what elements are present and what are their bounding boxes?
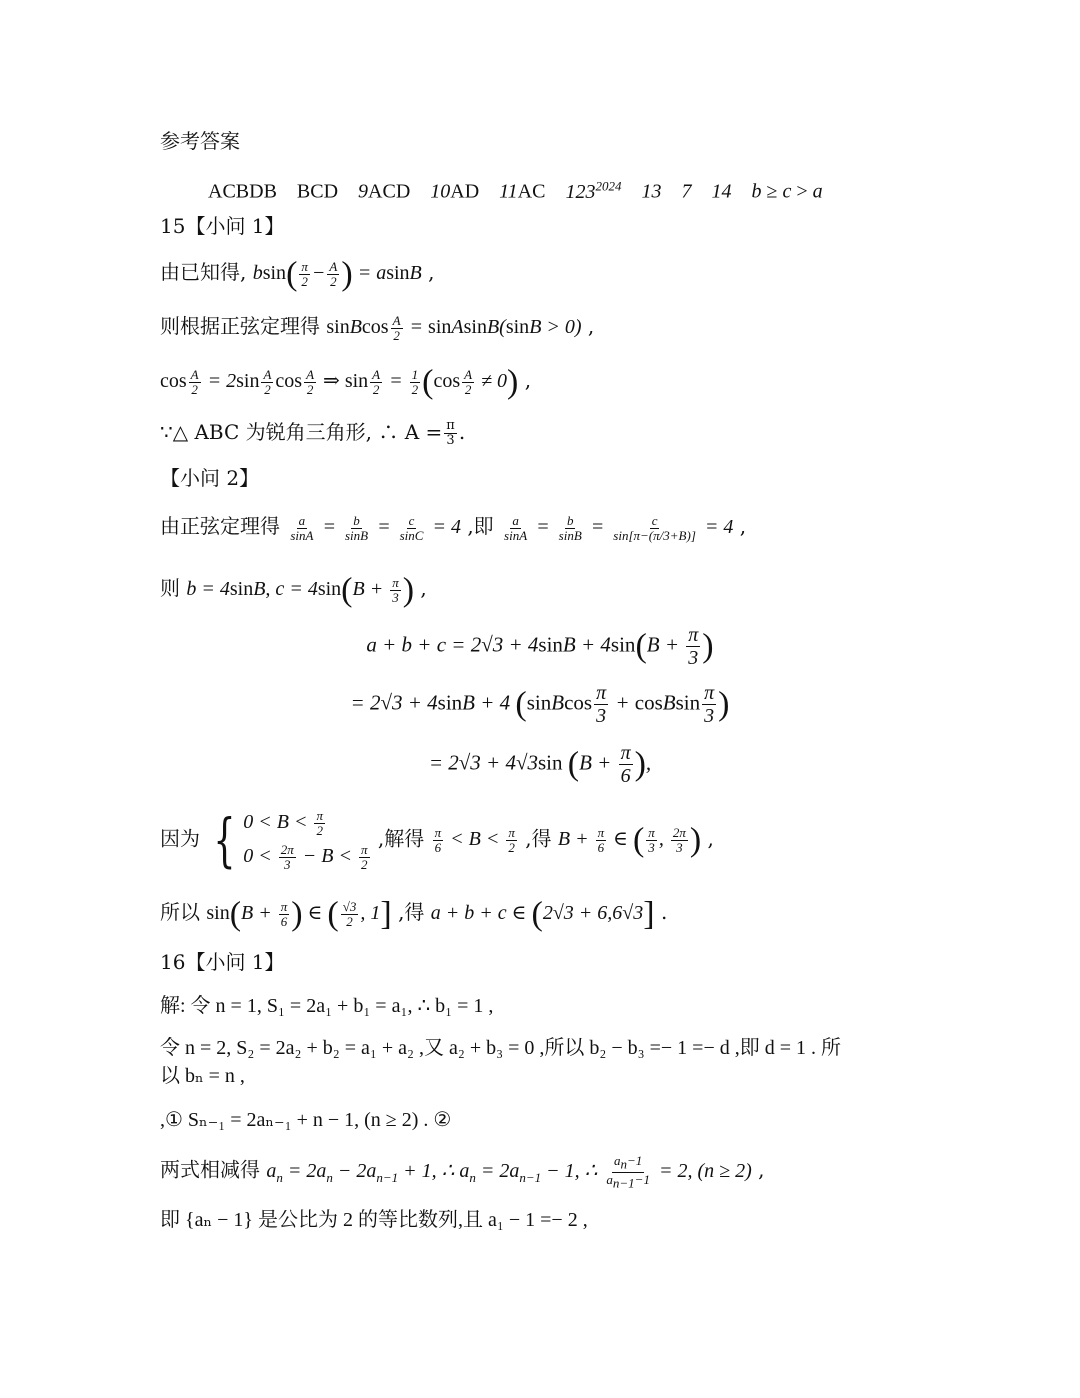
q16-line5: 即 {aₙ − 1} 是公比为 2 的等比数列,且 a₁ − 1 =− 2 , (160, 1209, 588, 1231)
q15-part2-heading: 【小问 2】 (160, 466, 260, 490)
line-text: ∵△ ABC 为锐角三角形, ∴ A = (160, 420, 443, 444)
line-mid: ,解得 (377, 826, 425, 851)
line-prefix: 则根据正弦定理得 (160, 314, 320, 338)
q16-line3: ,① Sₙ₋₁ = 2aₙ₋₁ + n − 1, (n ≥ 2) . ② (160, 1109, 452, 1131)
line-prefix: 由已知得, (160, 260, 247, 284)
q16-line1: 解: 令 n = 1, S₁ = 2a₁ + b₁ = a₁, ∴ b₁ = 1 , (160, 995, 494, 1017)
q15-line3: cos $\frac{A}{2}$ = 2sin $\frac{A}{2}$ cos $\frac{A}{2}$ ⇒ sin $\frac{A}{2}$ = $\frac{1}{2}$ (cos $\frac{A}{2}$ ≠ 0) , (160, 363, 532, 401)
eq-perimeter-2: = 2√3 + 4sinB + 4 (sinBcos $\frac{\pi}{3}$ + cosBsin $\frac{\pi}{3}$ ) (350, 682, 730, 727)
q15-line1: 由已知得, bsin( $\frac{\pi}{2}$ − $\frac{A}{2}$ ) = asinB , (160, 255, 435, 293)
eq-perimeter-3: = 2√3 + 4√3sin (B + $\frac{\pi}{6}$ ), (428, 742, 652, 787)
q16-part1-heading: 16【小问 1】 (160, 950, 285, 974)
q16-line2b: 以 bₙ = n , (160, 1065, 245, 1087)
q15-line7: 因为 { 0 < B < $\frac{\pi}{2}$ 0 < $\frac{2\pi}{3}$ − B < $\frac{\pi}{2}$ ,解得 $\frac{\pi}{6}$ < B < $\frac{\pi}{2}$ ,得 B + $\frac{\pi}{6}$ ∈ ( $\frac{\pi}{3}$ , $\frac{2\pi}{3}$ ) , (160, 805, 714, 874)
q15-line2: 则根据正弦定理得 sinBcos $\frac{A}{2}$ = sinAsinB(sinB > 0) , (160, 312, 595, 343)
heading-answers: 参考答案 (160, 129, 240, 153)
q15-part1-heading: 15【小问 1】 (160, 214, 285, 238)
line-prefix: 两式相减得 (160, 1157, 260, 1182)
line-prefix: 因为 (160, 826, 200, 851)
line-prefix: 由正弦定理得 (160, 514, 280, 538)
q15-line8: 所以 sin(B + $\frac{\pi}{6}$ ) ∈ ( $\frac{√3}{2}$ , 1] ,得 a + b + c ∈ (2√3 + 6,6√3] . (160, 895, 668, 933)
inequality-system: { 0 < B < $\frac{\pi}{2}$ 0 < $\frac{2\pi}{3}$ − B < $\frac{\pi}{2}$ (213, 805, 368, 874)
q15-line4: ∵△ ABC 为锐角三角形, ∴ A = $\frac{\pi}{3}$ . (160, 418, 466, 448)
line-prefix: 所以 (160, 900, 200, 924)
eq-perimeter-1: a + b + c = 2√3 + 4sinB + 4sin(B + $\frac{\pi}{3}$ ) (366, 624, 714, 669)
q16-line4: 两式相减得 $a_n = 2a_n - 2a_{n-1} + 1$, ∴ $a_n = 2a_{n-1} - 1$, ∴ $\frac{a_n-1}{a_{n-1}-1}$ = 2, (n ≥ 2) , (160, 1153, 765, 1191)
line-mid: ,即 (467, 514, 494, 538)
line-mid2: ,得 (525, 826, 552, 851)
answer-key: ACBDB BCD 9ACD 10AD 11AC $123^{2024}$ 13 7 14 b ≥ c > a (208, 178, 823, 203)
q15-line5: 由正弦定理得 $\frac{a}{\sin A}$ = $\frac{b}{\sin B}$ = $\frac{c}{\sin C}$ = 4 ,即 $\frac{a}{\sin A}$ = $\frac{b}{\sin B}$ = $\frac{c}{\sin[\pi-(\pi/3+B)]}$ = 4 , (160, 512, 747, 543)
q15-line6: 则 b = 4sinB, c = 4sin(B + $\frac{\pi}{3}$ ) , (160, 571, 427, 609)
line-mid: ,得 (398, 900, 425, 924)
q16-line2: 令 n = 2, S₂ = 2a₂ + b₂ = a₁ + a₂ ,又 a₂ + b₃ = 0 ,所以 b₂ − b₃ =− 1 =− d ,即 d = 1 . 所 (160, 1037, 842, 1059)
line-prefix: 则 (160, 576, 180, 600)
